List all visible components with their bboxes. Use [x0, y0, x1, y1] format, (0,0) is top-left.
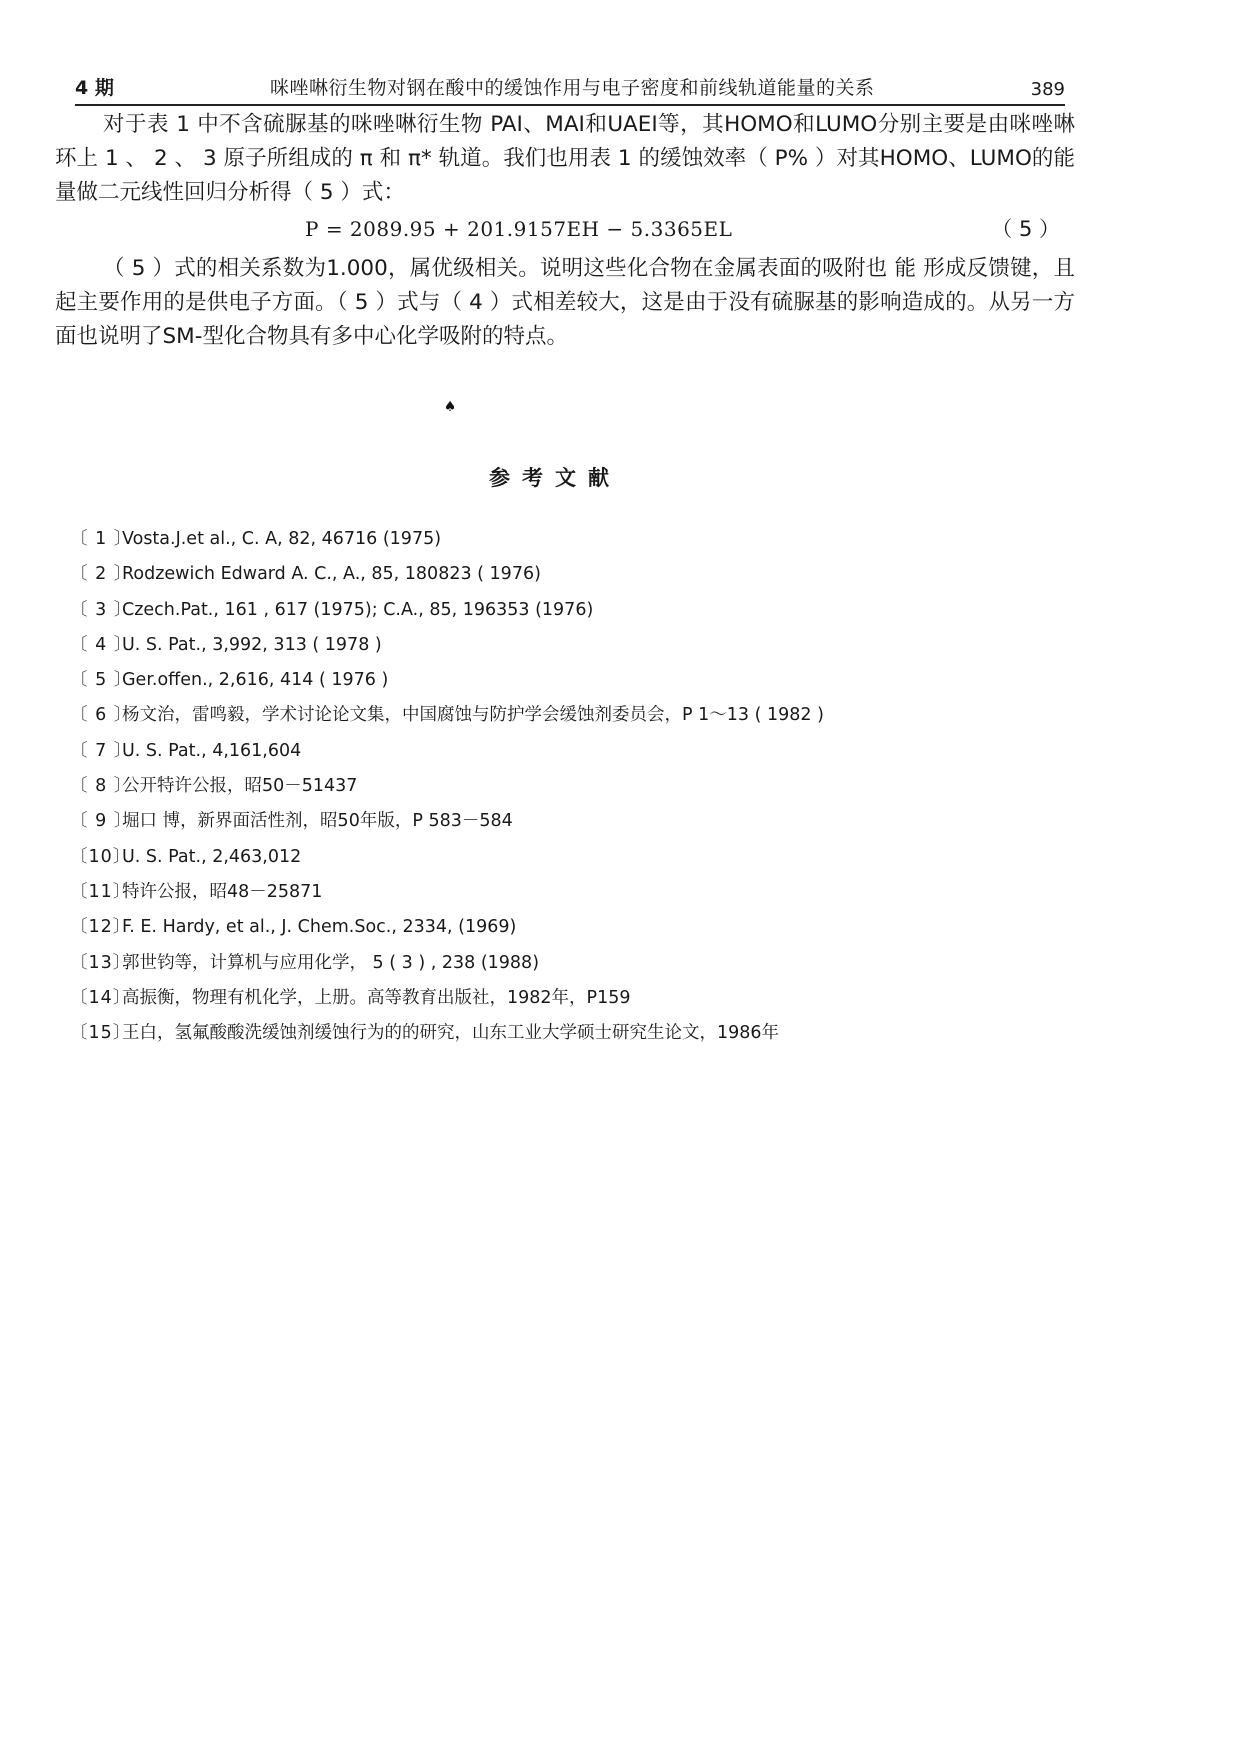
equation-row [55, 212, 1075, 248]
reference-text: Rodzewich Edward A. C., A., 85, 180823 ( 1976) [122, 564, 541, 585]
reference-text: 高振衡，物理有机化学，上册。高等教育出版社，1982年，P159 [122, 987, 631, 1008]
reference-text: Ger.offen., 2,616, 414 ( 1976 ) [122, 670, 389, 691]
reference-item [70, 769, 1070, 804]
reference-number: 〔15〕 [70, 1023, 132, 1044]
reference-item [70, 875, 1070, 910]
reference-item [70, 663, 1070, 698]
reference-number: 〔 3 〕 [70, 599, 133, 620]
reference-item [70, 840, 1070, 875]
page-number: 389 [1030, 79, 1065, 100]
reference-item [70, 981, 1070, 1016]
reference-item [70, 698, 1070, 733]
issue-label: 4 期 [75, 77, 114, 99]
reference-number: 〔13〕 [70, 952, 132, 973]
reference-item [70, 557, 1070, 592]
references-heading: 参考文献 [489, 466, 621, 490]
reference-text: 王白，氢氟酸酸洗缓蚀剂缓蚀行为的的研究，山东工业大学硕士研究生论文，1986年 [122, 1023, 780, 1044]
reference-item [70, 628, 1070, 663]
reference-text: U. S. Pat., 3,992, 313 ( 1978 ) [122, 634, 382, 655]
reference-item [70, 946, 1070, 981]
reference-text: 杨文治，雷鸣毅，学术讨论论文集，中国腐蚀与防护学会缓蚀剂委员会，P 1～13 ( 1982 ) [122, 705, 824, 726]
reference-text: Vosta.J.et al., C. A, 82, 46716 (1975) [122, 529, 442, 549]
paragraph-1: 对于表 1 中不含硫脲基的咪唑啉衍生物 PAI、MAI和UAEI等，其HOMO和LUMO分别主要是由咪唑啉环上 1 、 2 、 3 原子所组成的 π 和 π* 轨道。我们也用表 1 的缓蚀效率（ P% ）对其HOMO、LUMO的能量做二元线性回归分析得（ 5 ）式： [55, 112, 1075, 205]
reference-text: 特许公报，昭48－25871 [122, 881, 323, 902]
reference-number: 〔10〕 [70, 846, 132, 867]
reference-item [70, 1016, 1070, 1051]
body-text [55, 108, 1075, 354]
reference-text: U. S. Pat., 4,161,604 [122, 740, 302, 761]
reference-number: 〔11〕 [70, 881, 132, 902]
running-header [75, 66, 1065, 106]
reference-text: U. S. Pat., 2,463,012 [122, 846, 302, 867]
reference-number: 〔 5 〕 [70, 670, 133, 691]
section-divider-icon: ♠ [443, 399, 457, 415]
references-list [70, 522, 1070, 1051]
reference-number: 〔 9 〕 [70, 811, 133, 832]
paragraph-2: （ 5 ）式的相关系数为1.000，属优级相关。说明这些化合物在金属表面的吸附也 能 形成反馈键，且起主要作用的是供电子方面。（ 5 ）式与（ 4 ）式相差较大，这是由于没有硫脲基的影响造成的。从另一方面也说明了SM-型化合物具有多中心化学吸附的特点。 [55, 256, 1075, 349]
reference-number: 〔 7 〕 [70, 740, 133, 761]
reference-item [70, 734, 1070, 769]
reference-text: 郭世钧等，计算机与应用化学， 5 ( 3 ) , 238 (1988) [122, 952, 540, 973]
reference-number: 〔 4 〕 [70, 634, 133, 655]
reference-number: 〔 2 〕 [70, 564, 133, 585]
reference-text: Czech.Pat., 161 , 617 (1975); C.A., 85, 196353 (1976) [122, 599, 594, 620]
equation-number: （ 5 ） [991, 217, 1060, 241]
running-title: 咪唑啉衍生物对钢在酸中的缓蚀作用与电子密度和前线轨道能量的关系 [269, 77, 875, 99]
reference-number: 〔 8 〕 [70, 776, 133, 797]
reference-item [70, 910, 1070, 945]
reference-number: 〔 6 〕 [70, 705, 133, 726]
reference-number: 〔 1 〕 [70, 529, 133, 549]
reference-text: 公开特许公报，昭50－51437 [122, 776, 358, 797]
reference-item [70, 522, 1070, 557]
equation-5: P = 2089.95 + 201.9157EH − 5.3365EL [305, 217, 733, 241]
reference-number: 〔12〕 [70, 917, 132, 938]
reference-item [70, 593, 1070, 628]
reference-item [70, 804, 1070, 839]
reference-text: F. E. Hardy, et al., J. Chem.Soc., 2334, (1969) [122, 917, 517, 938]
reference-number: 〔14〕 [70, 987, 132, 1008]
reference-text: 堀口 博，新界面活性剂，昭50年版，P 583－584 [122, 811, 513, 832]
